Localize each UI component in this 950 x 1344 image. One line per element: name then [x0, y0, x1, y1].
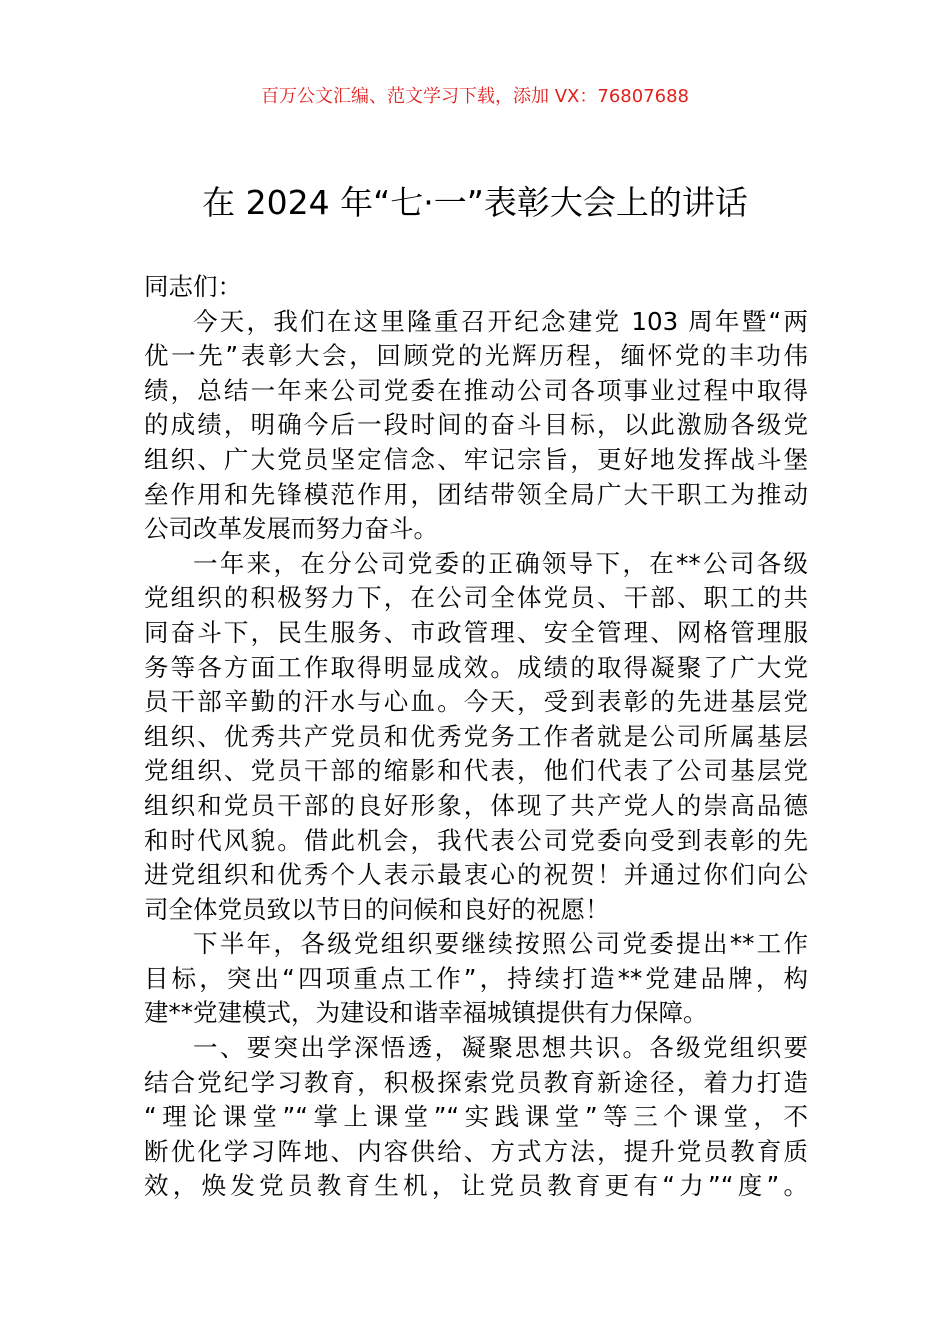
paragraph-line: 务等各方面工作取得明显成效。成绩的取得凝聚了广大党	[144, 652, 808, 682]
paragraph-line: 目标，突出“四项重点工作”，持续打造**党建品牌，构	[144, 963, 808, 993]
paragraph-line: 员干部辛勤的汗水与心血。今天，受到表彰的先进基层党	[144, 687, 808, 717]
paragraph-4	[144, 1031, 808, 1204]
document-title: 在 2024 年“七·一”表彰大会上的讲话	[202, 183, 748, 222]
paragraph-line: 同奋斗下，民生服务、市政管理、安全管理、网格管理服	[144, 617, 808, 647]
paragraph-line: 党组织、党员干部的缩影和代表，他们代表了公司基层党	[144, 756, 808, 786]
paragraph-line: 今天，我们在这里隆重召开纪念建党 103 周年暨“两	[193, 306, 808, 336]
paragraph-line: “理论课堂”“掌上课堂”“实践课堂”等三个课堂，不	[144, 1102, 808, 1132]
paragraph-line: 司全体党员致以节日的问候和良好的祝愿！	[144, 894, 610, 924]
paragraph-line: 优一先”表彰大会，回顾党的光辉历程，缅怀党的丰功伟	[144, 341, 808, 371]
paragraph-line: 公司改革发展而努力奋斗。	[144, 514, 438, 544]
paragraph-line: 绩，总结一年来公司党委在推动公司各项事业过程中取得	[144, 375, 808, 405]
paragraph-line: 和时代风貌。借此机会，我代表公司党委向受到表彰的先	[144, 825, 808, 855]
paragraph-line: 一年来，在分公司党委的正确领导下，在**公司各级	[193, 548, 808, 578]
paragraph-line: 建**党建模式，为建设和谐幸福城镇提供有力保障。	[144, 998, 708, 1028]
paragraph-line: 断优化学习阵地、内容供给、方式方法，提升党员教育质	[144, 1136, 808, 1166]
paragraph-line: 进党组织和优秀个人表示最衷心的祝贺！并通过你们向公	[144, 860, 808, 890]
paragraph-line: 的成绩，明确今后一段时间的奋斗目标，以此激励各级党	[144, 410, 808, 440]
salutation: 同志们：	[144, 272, 242, 301]
paragraph-line: 党组织的积极努力下，在公司全体党员、干部、职工的共	[144, 583, 808, 613]
paragraph-line: 组织、优秀共产党员和优秀党务工作者就是公司所属基层	[144, 721, 808, 751]
document-body	[144, 270, 808, 1204]
paragraph-2	[144, 547, 808, 928]
paragraph-line: 效，焕发党员教育生机，让党员教育更有“力”“度”。	[144, 1171, 808, 1201]
paragraph-3	[144, 927, 808, 1031]
paragraph-1	[144, 305, 808, 547]
header-watermark-note: 百万公文汇编、范文学习下载，添加 VX：76807688	[261, 86, 689, 107]
paragraph-line: 组织、广大党员坚定信念、牢记宗旨，更好地发挥战斗堡	[144, 444, 808, 474]
paragraph-line: 结合党纪学习教育，积极探索党员教育新途径，着力打造	[144, 1067, 808, 1097]
paragraph-line: 下半年，各级党组织要继续按照公司党委提出**工作	[193, 929, 808, 959]
paragraph-line: 垒作用和先锋模范作用，团结带领全局广大干职工为推动	[144, 479, 808, 509]
paragraph-line: 一、要突出学深悟透，凝聚思想共识。各级党组织要	[193, 1033, 808, 1063]
paragraph-line: 组织和党员干部的良好形象，体现了共产党人的崇高品德	[144, 790, 808, 820]
